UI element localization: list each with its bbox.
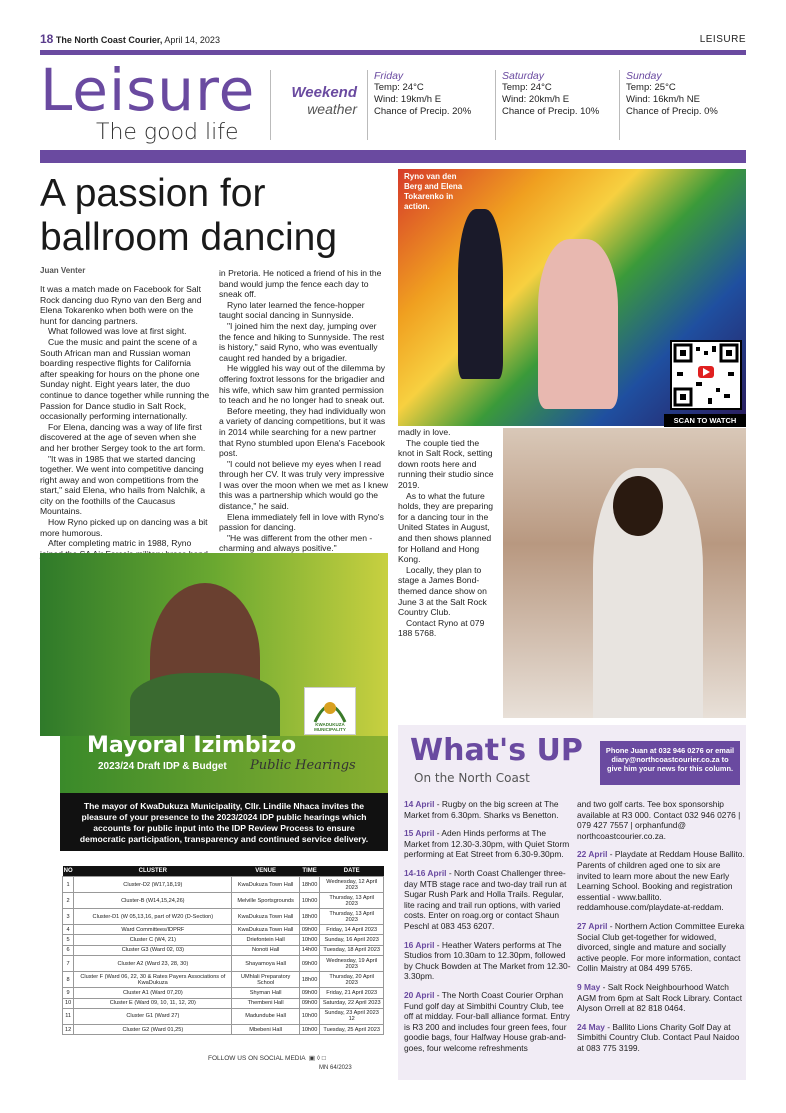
table-cell: Cluster A1 (Ward 07,20) [74, 988, 232, 998]
table-cell: 7 [63, 956, 74, 972]
table-cell: Cluster G1 (Ward 27) [74, 1008, 232, 1024]
table-cell: 9 [63, 988, 74, 998]
event-item [404, 990, 572, 1054]
weather-day-name: Friday [374, 70, 404, 82]
table-cell: Cluster-B (W14,15,24,26) [74, 893, 232, 909]
table-cell: Wednesday, 19 April 2023 [320, 956, 384, 972]
table-cell: Friday, 21 April 2023 [320, 988, 384, 998]
table-row [63, 956, 384, 972]
table-cell: 5 [63, 935, 74, 945]
event-date: 14 April [404, 799, 435, 809]
paragraph: in Pretoria. He noticed a friend of his in the band would jump the fence each day to sneak off. [219, 268, 382, 300]
event-item [404, 828, 572, 860]
article-headline: A passion for ballroom dancing [40, 172, 338, 259]
table-cell: 14h00 [299, 945, 320, 955]
table-cell: Thursday, 13 April 2023 [320, 893, 384, 909]
event-text: - Rugby on the big screen at The Market from 6.30pm. Sharks vs Benetton. [404, 799, 559, 820]
page-folio [40, 32, 746, 48]
table-cell: 18h00 [299, 972, 320, 988]
qr-label: SCAN TO WATCH [664, 414, 746, 427]
table-cell: 10h00 [299, 1008, 320, 1024]
table-cell: Cluster G2 (Ward 01,25) [74, 1024, 232, 1034]
table-cell: Mbebeni Hall [232, 1024, 299, 1034]
event-item [577, 799, 745, 841]
event-text: and two golf carts. Tee box sponsorship available at R3 000. Contact 032 946 0276 | 079 427 7557 | orphanfund@ northcoastcourier.co.za. [577, 799, 741, 841]
weather-temp: Temp: 24°C [502, 82, 552, 93]
event-date: 16 April [404, 939, 435, 950]
table-cell: Thembeni Hall [232, 998, 299, 1008]
mayor-garment [130, 673, 280, 736]
table-cell: Cluster F (Ward 06, 22, 30 & Rates Payers Associations of KwaDukuza [74, 972, 232, 988]
paragraph: Ryno later learned the fence-hopper taught social dancing in Sunnyside. [219, 299, 365, 321]
table-cell: 09h00 [299, 956, 320, 972]
event-date: 14-16 April [404, 867, 447, 878]
issue-date: April 14, 2023 [164, 35, 220, 45]
paragraph: It was a match made on Facebook for Salt Rock dancing duo Ryno van den Berg and Elena Tokarenko when both were on the hunt for dancing partners. [40, 284, 202, 326]
paragraph: Cue the music and paint the scene of a South African man and Russian woman boarding respective flights for California after speaking for hours on the phone one Sunday night. Eight years later, the duo continue to dance together while running the Passion for Dance studio in Salt Rock, occasionally performing internationally. [40, 336, 210, 422]
advert-title: Mayoral Izimbizo [87, 733, 297, 758]
table-cell: Madundube Hall [232, 1008, 299, 1024]
table-cell: 1 [63, 877, 74, 893]
table-cell: Cluster-D1 (W 05,13,16, part of W20 (D-Section) [74, 909, 232, 925]
event-item [577, 1022, 745, 1054]
table-cell: Thursday, 20 April 2023 [320, 972, 384, 988]
table-cell: 3 [63, 909, 74, 925]
advert-subtitle: 2023/24 Draft IDP & Budget [98, 761, 227, 772]
events-column-right [577, 799, 745, 1061]
paragraph: Before meeting, they had individually won a variety of dancing competitions, but it was in 2014 while searching for a new partner that Ryno stumbled upon Elena's Facebook post. [219, 405, 386, 459]
weather-title [281, 84, 357, 117]
qr-code[interactable] [670, 340, 742, 410]
municipal-advert [40, 553, 388, 1080]
table-cell: 10h00 [299, 893, 320, 909]
table-row [63, 945, 384, 955]
table-row [63, 925, 384, 935]
qr-code-icon [672, 342, 740, 408]
dancer-figure-female [538, 239, 618, 409]
weather-temp: Temp: 24°C [374, 82, 424, 93]
table-cell: Sunday, 23 April 2023 12 [320, 1008, 384, 1024]
paragraph: The couple tied the knot in Salt Rock, setting down roots here and running their studio since 2019. [398, 437, 494, 490]
table-cell: 10h00 [299, 1024, 320, 1034]
paragraph: Contact Ryno at 079 188 5768. [398, 617, 485, 639]
event-date: 20 April [404, 989, 435, 1000]
table-cell: KwaDukuza Town Hall [232, 909, 299, 925]
table-cell: 12 [63, 1024, 74, 1034]
table-row [63, 998, 384, 1008]
table-cell: 2 [63, 893, 74, 909]
table-row [63, 1008, 384, 1024]
municipality-logo [304, 687, 356, 735]
event-date: 27 April [577, 920, 608, 931]
event-text: - North Coast Challenger three-day MTB stage race and two-day trail run at Sugar Rush Park and Holla Trails. Regular, lite racing and trail run options, with varied costs. Enter on roag.org or contact Shaun Peschl at 083 453 6207. [404, 867, 567, 931]
event-text: - Ballito Lions Charity Golf Day at Simbithi Country Club. Contact Paul Naidoo at 083 775 3199. [577, 1021, 740, 1053]
table-row [63, 1024, 384, 1034]
paragraph: How Ryno picked up on dancing was a bit more humorous. [40, 517, 208, 538]
table-row [63, 893, 384, 909]
event-date: 9 May [577, 981, 601, 992]
event-item [577, 921, 745, 974]
table-cell: Cluster-D2 (W17,18,19) [74, 877, 232, 893]
whats-up-box [398, 725, 746, 1080]
social-follow [208, 1054, 326, 1062]
weather-title-main: Weekend [291, 84, 357, 101]
paragraph: "It was in 1985 that we started dancing together. We went into competitive dancing right away and won competitions from the start," said Elena, who hails from Nalchik, a city on the foothills of the Caucasus Mountains. [40, 453, 205, 517]
event-text: - Heather Waters performs at The Studios from 10.30am to 12.30pm, followed by Chuck Bowden at The Market from 12.30-3.30pm. [404, 939, 571, 982]
table-cell: Friday, 14 April 2023 [320, 925, 384, 935]
table-cell: 6 [63, 945, 74, 955]
weather-title-sub: weather [307, 101, 357, 117]
event-date: 24 May [577, 1021, 605, 1032]
weather-day-name: Sunday [626, 70, 662, 82]
section-label: LEISURE [699, 34, 746, 45]
table-cell: Cluster E (Ward 09, 10, 11, 12, 20) [74, 998, 232, 1008]
dancer-head [613, 476, 663, 536]
section-logo: Leisure [40, 56, 256, 124]
event-item [404, 799, 572, 820]
table-header: DATE [320, 866, 384, 877]
masthead-rule [40, 150, 746, 163]
table-cell: Tuesday, 18 April 2023 [320, 945, 384, 955]
table-cell: 18h00 [299, 877, 320, 893]
table-cell: KwaDukuza Town Hall [232, 877, 299, 893]
paragraph: After completing matric in 1988, Ryno [48, 538, 192, 549]
event-item [577, 982, 745, 1014]
event-text: - Northern Action Committee Eureka Social Club get-together for widowed, divorced, single and mature and socially active people. For more information, contact Collin Maistry at 084 499 5765. [577, 920, 745, 974]
event-text: - Salt Rock Neighbourhood Watch AGM from 6pm at Salt Rock Library. Contact Alyson Orrell at 82 818 0464. [577, 981, 743, 1014]
weather-day-saturday [495, 70, 619, 140]
event-text: - Aden Hinds performs at The Market from 12.30-3.30pm, with Quiet Storm performing at Eat Street from 6.30-9.30pm. [404, 828, 570, 860]
table-cell: 09h00 [299, 925, 320, 935]
weather-box [270, 70, 746, 140]
table-header: VENUE [232, 866, 299, 877]
table-cell: Wednesday, 12 April 2023 [320, 877, 384, 893]
table-cell: Sunday, 16 April 2023 [320, 935, 384, 945]
advert-intro: The mayor of KwaDukuza Municipality, Cllr. Lindile Nhaca invites the pleasure of your presence to the 2023/2024 IDP public hearings which accounts for public input into the IDP Review Process to ensure democratic participation, transparency and continued service delivery. [60, 793, 388, 851]
advert-script: Public Hearings [250, 758, 356, 773]
advert-reference: MN 64/2023 [319, 1065, 352, 1071]
page-number: 18 [40, 32, 54, 46]
weather-day-name: Saturday [502, 70, 545, 82]
table-header: CLUSTER [74, 866, 232, 877]
table-cell: 18h00 [299, 909, 320, 925]
table-cell: KwaDukuza Town Hall [232, 925, 299, 935]
table-cell: 4 [63, 925, 74, 935]
article-column-1 [40, 284, 210, 559]
article-byline: Juan Venter [40, 266, 86, 275]
table-cell: Cluster C (W4, 21) [74, 935, 232, 945]
paragraph: "I joined him the next day, jumping over the fence and hiking to Sunnyside. The rest is history," said Ryno, who was eventually caught red handed by a brigadier. [219, 320, 385, 363]
table-row [63, 877, 384, 893]
whats-up-contact: Phone Juan at 032 946 0276 or email diary@northcoastcourier.co.za to give him your news for this column. [600, 741, 740, 785]
table-cell: 10h00 [299, 935, 320, 945]
paragraph: Locally, they plan to stage a James Bond-themed dance show on June 3 at the Salt Rock Country Club. [398, 564, 487, 618]
table-cell: Tuesday, 25 April 2023 [320, 1024, 384, 1034]
dancer-figure-male [458, 209, 503, 379]
table-cell: Nonoti Hall [232, 945, 299, 955]
instagram-icon[interactable]: □ [321, 1055, 326, 1062]
event-item [577, 849, 745, 913]
event-date: 15 April [404, 828, 435, 839]
municipality-logo-text: KWADUKUZA MUNICIPALITY [314, 722, 346, 732]
paragraph: "He was different from the other men - charming and always positive." [219, 532, 373, 554]
facebook-icon[interactable]: ▣ [307, 1055, 316, 1062]
table-cell: Thursday, 13 April 2023 [320, 909, 384, 925]
table-cell: Cluster A2 (Ward 23, 28, 30) [74, 956, 232, 972]
whats-up-logo: What's UP [410, 733, 583, 768]
paper-name: The North Coast Courier, [55, 35, 163, 45]
table-cell: Driefontein Hall [232, 935, 299, 945]
weather-temp: Temp: 25°C [626, 82, 676, 93]
weather-precip: Chance of Precip. 20% [374, 106, 472, 117]
table-header: NO [63, 866, 74, 877]
weather-day-friday [367, 70, 493, 140]
table-cell: Melville Sportsgrounds [232, 893, 299, 909]
twitter-icon[interactable]: ◊ [316, 1055, 321, 1062]
table-cell: UMhlali Preparatory School [232, 972, 299, 988]
paragraph: What followed was love at first sight. [48, 326, 187, 337]
table-row [63, 972, 384, 988]
table-cell: 11 [63, 1008, 74, 1024]
weather-precip: Chance of Precip. 10% [502, 106, 600, 117]
weather-precip: Chance of Precip. 0% [626, 106, 718, 117]
table-header-row [63, 866, 384, 877]
paragraph: As to what the future holds, they are preparing for a dancing tour in the United States in August, and then shows planned for Holland and Hong Kong. [398, 490, 494, 565]
table-cell: 10 [63, 998, 74, 1008]
event-item [404, 940, 572, 982]
top-rule [40, 50, 746, 55]
table-cell: Saturday, 22 April 2023 [320, 998, 384, 1008]
dance-photo-couple [503, 428, 746, 718]
weather-wind: Wind: 20km/h E [502, 94, 570, 105]
weather-wind: Wind: 16km/h NE [626, 94, 700, 105]
table-cell: 8 [63, 972, 74, 988]
article-column-3 [398, 427, 496, 639]
table-cell: Ward Committees/IDPRF [74, 925, 232, 935]
table-cell: Shyman Hall [232, 988, 299, 998]
weather-wind: Wind: 19km/h E [374, 94, 442, 105]
paragraph: madly in love. [398, 427, 451, 437]
weather-day-sunday [619, 70, 747, 140]
masthead [40, 58, 746, 153]
section-tagline: The good life [96, 120, 239, 145]
hearings-table [62, 866, 384, 1035]
table-row [63, 935, 384, 945]
table-cell: Cluster G3 (Ward 02, 03) [74, 945, 232, 955]
paragraph: For Elena, dancing was a way of life first discovered at the age of seven when she and her brother Sergey took to the art form. [40, 421, 206, 453]
table-header: TIME [299, 866, 320, 877]
events-column-left [404, 799, 572, 1061]
article-column-2 [219, 268, 389, 586]
table-cell: 09h00 [299, 988, 320, 998]
table-cell: 09h00 [299, 998, 320, 1008]
table-row [63, 988, 384, 998]
table-row [63, 909, 384, 925]
paragraph: Elena immediately fell in love with Ryno's passion for dancing. [219, 511, 384, 533]
event-text: - Playdate at Reddam House Ballito. Parents of children aged one to six are invited to learn more about the new Early Learning School. Booking and registration essential - www.ballito. reddamhouse.com/playdate-at-reddam. [577, 849, 745, 913]
table-cell: Shayamoya Hall [232, 956, 299, 972]
event-text: - The North Coast Courier Orphan Fund golf day at Simbithi Country Club, tee off at midday. Four-ball alliance format. Entry is R3 200 and includes four green fees, four goodie bags, four Halfway House grab-and-goes, four welcome refreshments [404, 989, 570, 1053]
event-date: 22 April [577, 849, 608, 860]
paragraph: "I could not believe my eyes when I read through her CV. It was truly very impressive I was over the moon when we met as I knew this was a partnership which would go the distance," he said. [219, 458, 389, 512]
municipality-crest-icon [305, 688, 355, 726]
photo-caption: Ryno van den Berg and Elena Tokarenko in action. [404, 172, 463, 211]
whats-up-logo-sub: On the North Coast [414, 771, 530, 785]
event-item [404, 868, 572, 932]
social-follow-label: FOLLOW US ON SOCIAL MEDIA [208, 1055, 306, 1062]
paragraph: He wiggled his way out of the dilemma by offering foxtrot lessons for the brigadier and his wife, which saw him granted permission to teach and he no longer had to sneak out. [219, 363, 386, 406]
